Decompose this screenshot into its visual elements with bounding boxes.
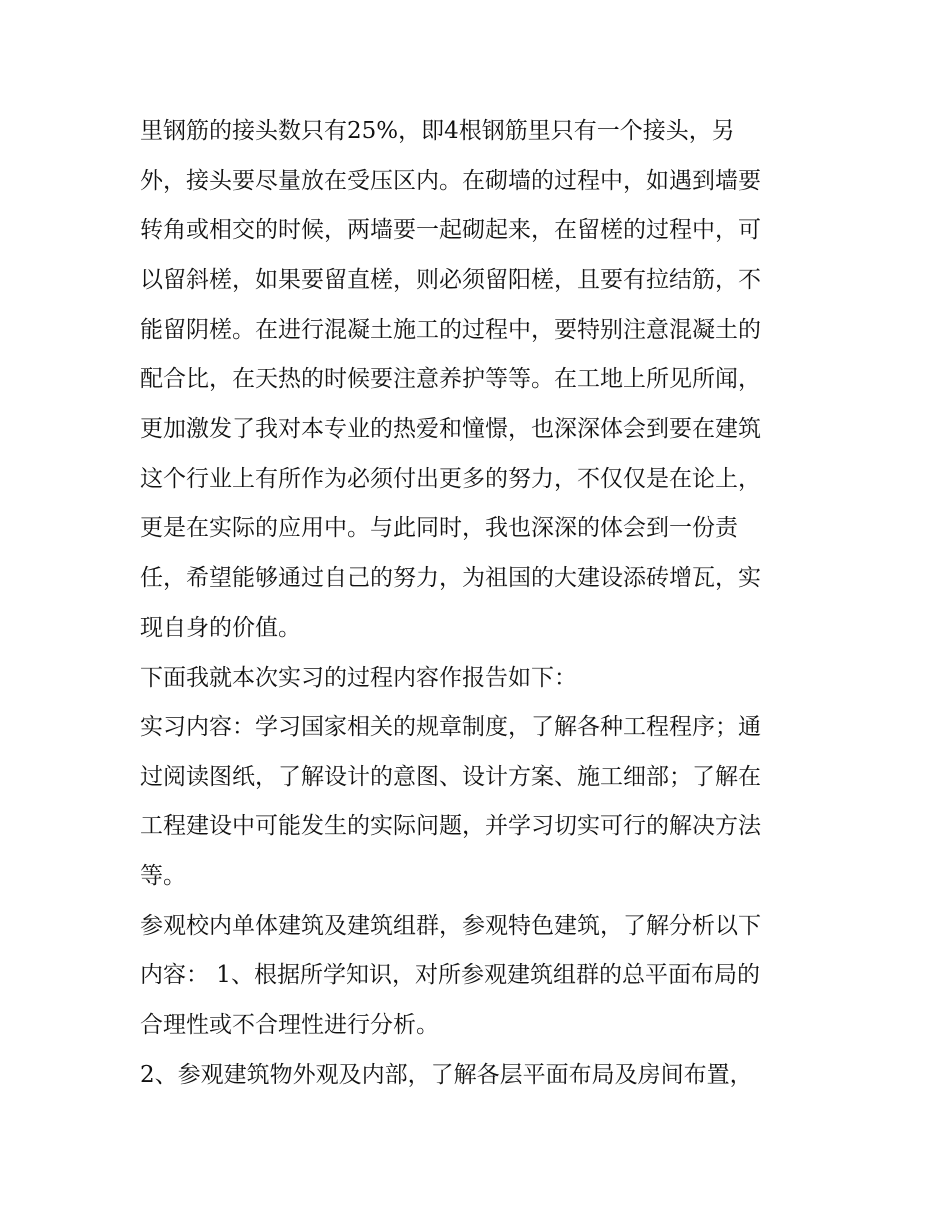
text-line: 现自身的价值。: [140, 615, 301, 641]
text-line: 能留阴槎。在进行混凝土施工的过程中，要特别注意混凝土的: [140, 317, 761, 343]
text-line: 配合比，在天热的时候要注意养护等等。在工地上所见所闻，: [140, 366, 761, 392]
text-line: 转角或相交的时候，两墙要一起砌起来，在留槎的过程中，可: [140, 217, 761, 243]
text-line: 过阅读图纸，了解设计的意图、设计方案、施工细部；了解在: [140, 764, 761, 790]
text-line: 以留斜槎，如果要留直槎，则必须留阳槎，且要有拉结筋，不: [140, 267, 761, 293]
text-line: 更是在实际的应用中。与此同时，我也深深的体会到一份责: [140, 515, 738, 541]
text-line: 里钢筋的接头数只有25%，即4根钢筋里只有一个接头，另: [140, 118, 735, 144]
text-line: 2、参观建筑物外观及内部，了解各层平面布局及房间布置，: [140, 1062, 753, 1088]
text-line: 下面我就本次实习的过程内容作报告如下：: [140, 665, 577, 691]
text-line: 这个行业上有所作为必须付出更多的努力，不仅仅是在论上，: [140, 466, 761, 492]
text-line: 外，接头要尽量放在受压区内。在砌墙的过程中，如遇到墙要: [140, 168, 761, 194]
text-line: 内容： 1、根据所学知识，对所参观建筑组群的总平面布局的: [140, 962, 760, 988]
text-line: 任，希望能够通过自己的努力，为祖国的大建设添砖增瓦，实: [140, 565, 761, 591]
text-line: 等。: [140, 863, 186, 889]
text-line: 工程建设中可能发生的实际问题，并学习切实可行的解决方法: [140, 813, 761, 839]
text-line: 更加激发了我对本专业的热爱和憧憬，也深深体会到要在建筑: [140, 416, 761, 442]
text-line: 实习内容：学习国家相关的规章制度，了解各种工程程序；通: [140, 714, 761, 740]
text-line: 合理性或不合理性进行分析。: [140, 1012, 439, 1038]
text-line: 参观校内单体建筑及建筑组群，参观特色建筑，了解分析以下: [140, 913, 761, 939]
